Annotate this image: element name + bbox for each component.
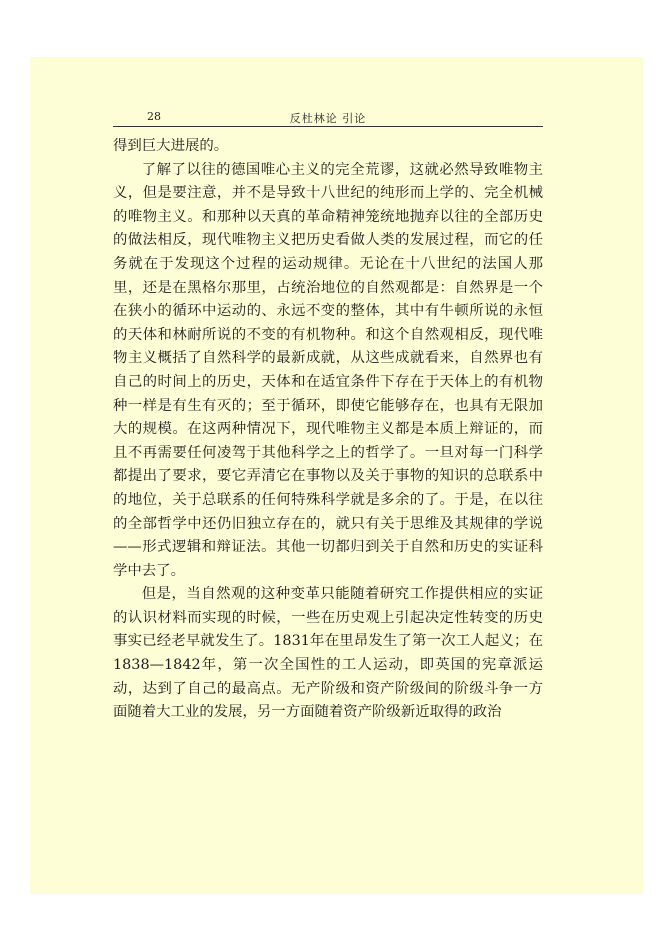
header-rule	[113, 126, 543, 127]
running-title: 反杜林论 引论	[289, 112, 367, 125]
paragraph: 得到巨大进展的。	[113, 138, 229, 154]
paragraph: 了解了以往的德国唯心主义的完全荒谬，这就必然导致唯物主义，但是要注意，并不是导致十八世纪的纯形而上学的、完全机械的唯物主义。和那种以天真的革命精神笼统地抛弃以往的全部历史的做法相反，现代唯物主义把历史看做人类的发展过程，而它的任务就在于发现这个过程的运动规律。无论在十八世纪的法国人那里，还是在黑格尔那里，占统治地位的自然观都是：自然界是一个在狭小的循环中运动的、永远不变的整体，其中有牛顿所说的永恒的天体和林耐所说的不变的有机物种。和这个自然观相反，现代唯物主义概括了自然科学的最新成就，从这些成就看来，自然界也有自己的时间上的历史，天体和在适宜条件下存在于天体上的有机物种一样是有生有灭的；至于循环，即使它能够存在，也具有无限加大的规模。在这两种情况下，现代唯物主义都是本质上辩证的，而且不再需要任何凌驾于其他科学之上的哲学了。一旦对每一门科学都提出了要求，要它弄清它在事物以及关于事物的知识的总联系中的地位，关于总联系的任何特殊科学就是多余的了。于是，在以往的全部哲学中还仍旧独立存在的，就只有关于思维及其规律的学说——形式逻辑和辩证法。其他一切都归到关于自然和历史的实证科学中去了。	[113, 161, 543, 579]
paragraph: 但是，当自然观的这种变革只能随着研究工作提供相应的实证的认识材料而实现的时候，一些在历史观上引起决定性转变的历史事实已经老早就发生了。1831年在里昂发生了第一次工人起义；在1838—1842年，第一次全国性的工人运动，即英国的宪章派运动，达到了自己的最高点。无产阶级和资产阶级间的阶级斗争一方面随着大工业的发展，另一方面随着资产阶级新近取得的政治	[113, 586, 543, 721]
page-number: 28	[147, 110, 161, 123]
body-text	[113, 135, 543, 725]
page-header	[113, 105, 543, 127]
